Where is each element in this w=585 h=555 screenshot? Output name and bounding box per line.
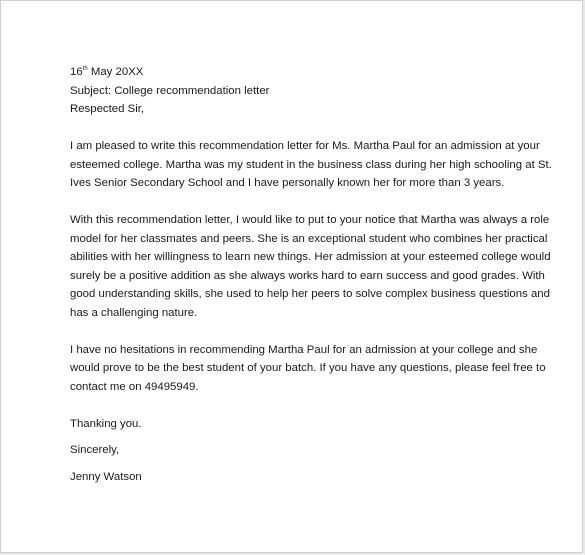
letter-subject: Subject: College recommendation letter xyxy=(70,84,270,97)
paragraph-line: With this recommendation letter, I would like to put to your notice that Martha was always a role xyxy=(70,214,550,226)
letter-body xyxy=(70,63,552,486)
paragraph-2 xyxy=(70,211,551,322)
paragraph-line: I have no hesitations in recommending Martha Paul for an admission at your college and she xyxy=(70,343,538,356)
paragraph-line: surely be a positive addition as she always works hard to earn success and good grades. With xyxy=(70,269,545,282)
paragraph-line: I am pleased to write this recommendation letter for Ms. Martha Paul for an admission at your xyxy=(70,140,540,152)
letter-salutation: Respected Sir, xyxy=(70,103,145,115)
letter-date: 16th May 20XX xyxy=(70,66,144,78)
paragraph-line: model for her classmates and peers. She is an exceptional student who combines her practical xyxy=(70,232,548,245)
paragraph-1 xyxy=(70,137,552,193)
paragraph-line: has a challenging nature. xyxy=(70,306,198,319)
paragraph-line: contact me on 49495949. xyxy=(70,380,199,393)
paragraph-line: Ives Senior Secondary School and I have personally known her for more than 3 years. xyxy=(70,177,505,189)
paragraph-line: would prove to be the best student of your batch. If you have any questions, please feel free to xyxy=(70,362,546,374)
letter-thanks: Thanking you. xyxy=(70,417,142,430)
paragraph-line: esteemed college. Martha was my student in the business class during her high schooling at St. xyxy=(70,158,552,171)
letter-signature: Jenny Watson xyxy=(70,470,142,483)
paragraph-line: good understanding skills, she used to help her peers to solve complex business questions and xyxy=(70,288,550,300)
paragraph-3 xyxy=(70,341,546,397)
letter-closing: Sincerely, xyxy=(70,444,120,456)
paragraph-line: abilities with her willingness to learn new things. Her admission at your esteemed college would xyxy=(70,251,551,263)
